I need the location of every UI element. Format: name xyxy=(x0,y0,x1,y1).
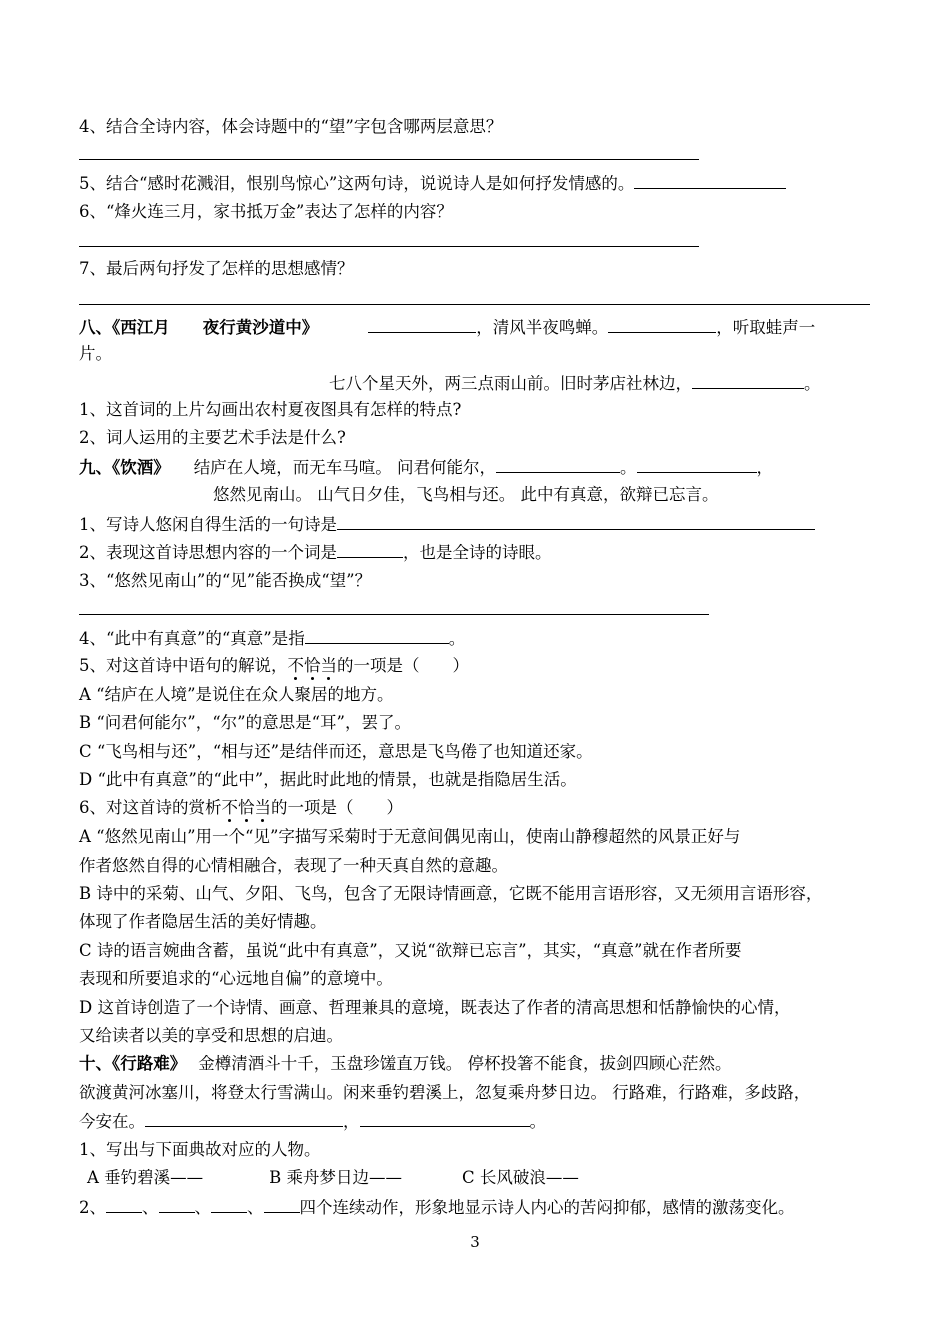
answer-blank[interactable] xyxy=(368,316,476,333)
section-9-question-2: 2、表现这首诗思想内容的一个词是 ，也是全诗的诗眼。 xyxy=(79,543,552,562)
section-9-poem-line-1: 九、《饮酒》 结庐在人境，而无车马喧。 问君何能尔， 。 ， xyxy=(79,458,773,477)
answer-line xyxy=(79,304,870,305)
section-8-poem-line-2: 片。 xyxy=(79,344,112,363)
section-8-question-1: 1、这首词的上片勾画出农村夏夜图具有怎样的特点? xyxy=(79,400,462,419)
q6-option-d-cont: 又给读者以美的享受和思想的启迪。 xyxy=(79,1026,343,1045)
section-9-question-4: 4、“此中有真意”的“真意”是指 。 xyxy=(79,629,466,648)
answer-blank[interactable] xyxy=(106,1196,142,1213)
answer-blank[interactable] xyxy=(264,1196,300,1213)
section-8-heading: 八、《西江月 夜行黄沙道中》 xyxy=(79,318,319,337)
answer-blank[interactable] xyxy=(159,1196,195,1213)
answer-blank[interactable] xyxy=(634,172,786,189)
q6-option-c-cont: 表现和所要追求的“心远地自偏”的意境中。 xyxy=(79,969,393,988)
q6-option-d: D 这首诗创造了一个诗情、画意、哲理兼具的意境，既表达了作者的清高思想和恬静愉快的心情， xyxy=(79,998,791,1017)
q5-option-c: C “飞鸟相与还”，“相与还”是结伴而还，意思是飞鸟倦了也知道还家。 xyxy=(79,742,593,761)
emphasis-char: 恰 xyxy=(238,798,255,817)
answer-line xyxy=(79,246,699,247)
page-number: 3 xyxy=(470,1233,480,1251)
q7-question-6: 6、“烽火连三月，家书抵万金”表达了怎样的内容？ xyxy=(79,202,453,221)
emphasis-char: 不 xyxy=(221,798,238,817)
q5-option-b: B “问君何能尔”，“尔”的意思是“耳”，罢了。 xyxy=(79,713,411,732)
answer-blank[interactable] xyxy=(337,541,403,558)
answer-blank[interactable] xyxy=(305,627,449,644)
q7-question-4: 4、结合全诗内容，体会诗题中的“望”字包含哪两层意思？ xyxy=(79,117,503,136)
q7-question-5: 5、结合“感时花溅泪，恨别鸟惊心”这两句诗，说说诗人是如何抒发情感的。 xyxy=(79,172,786,195)
answer-blank[interactable] xyxy=(211,1196,247,1213)
section-8-question-2: 2、词人运用的主要艺术手法是什么? xyxy=(79,428,346,447)
answer-blank[interactable] xyxy=(360,1110,530,1127)
answer-blank[interactable] xyxy=(145,1110,343,1127)
answer-blank[interactable] xyxy=(692,372,804,389)
answer-blank[interactable] xyxy=(496,456,620,473)
q5-option-d: D “此中有真意”的“此中”，据此时此地的情景，也就是指隐居生活。 xyxy=(79,770,577,789)
q7-question-7: 7、最后两句抒发了怎样的思想感情？ xyxy=(79,259,354,278)
section-9-question-5: 5、对这首诗中语句的解说，不恰当的一项是（ ） xyxy=(79,656,469,675)
section-10-poem-line-2: 欲渡黄河冰塞川，将登太行雪满山。闲来垂钓碧溪上，忽复乘舟梦日边。 行路难，行路难，多歧路， xyxy=(79,1083,811,1102)
q6-option-b-cont: 体现了作者隐居生活的美好情趣。 xyxy=(79,912,327,931)
section-10-question-2: 2、 、 、 、 四个连续动作，形象地显示诗人内心的苦闷抑郁，感情的激荡变化。 xyxy=(79,1198,795,1217)
emphasis-char: 当 xyxy=(254,798,271,817)
section-10-poem-line-3: 今安在。 ， 。 xyxy=(79,1112,546,1131)
section-10-question-1-options: A 垂钓碧溪—— B 乘舟梦日边—— C 长风破浪—— xyxy=(87,1168,579,1187)
answer-blank[interactable] xyxy=(337,513,815,530)
section-10-question-1: 1、写出与下面典故对应的人物。 xyxy=(79,1140,321,1159)
section-10-heading: 十、《行路难》 xyxy=(79,1054,187,1073)
section-9-poem-line-2: 悠然见南山。 山气日夕佳，飞鸟相与还。 此中有真意，欲辩已忘言。 xyxy=(213,485,719,504)
answer-line xyxy=(79,614,709,615)
q5-option-a: A “结庐在人境”是说住在众人聚居的地方。 xyxy=(79,685,394,704)
section-10-poem-line-1: 十、《行路难》 金樽清酒斗十千，玉盘珍馐直万钱。 停杯投箸不能食，拔剑四顾心茫然。 xyxy=(79,1054,732,1073)
emphasis-char: 当 xyxy=(320,656,337,675)
section-9-question-3: 3、“悠然见南山”的“见”能否换成“望”？ xyxy=(79,571,372,590)
section-9-heading: 九、《饮酒》 xyxy=(79,458,170,477)
q6-option-c: C 诗的语言婉曲含蓄，虽说“此中有真意”，又说“欲辩已忘言”，其实，“真意”就在作者所要 xyxy=(79,941,742,960)
answer-blank[interactable] xyxy=(608,316,716,333)
q6-option-b: B 诗中的采菊、山气、夕阳、飞鸟，包含了无限诗情画意，它既不能用言语形容，又无须用言语形容， xyxy=(79,884,823,903)
section-8-poem-line-1: 八、《西江月 夜行黄沙道中》 ，清风半夜鸣蝉。 ，听取蛙声一 xyxy=(79,318,816,337)
answer-blank[interactable] xyxy=(637,456,757,473)
section-8-poem-line-3: 七八个星天外，两三点雨山前。旧时茅店社林边， 。 xyxy=(329,374,821,393)
section-9-question-6: 6、对这首诗的赏析不恰当的一项是（ ） xyxy=(79,798,403,817)
section-9-question-1: 1、写诗人悠闲自得生活的一句诗是 xyxy=(79,513,815,536)
emphasis-char: 恰 xyxy=(304,656,321,675)
q6-option-a: A “悠然见南山”用一个“见”字描写采菊时于无意间偶见南山，使南山静穆超然的风景正好与 xyxy=(79,827,741,846)
answer-line xyxy=(79,159,699,160)
q6-option-a-cont: 作者悠然自得的心情相融合，表现了一种天真自然的意趣。 xyxy=(79,856,508,875)
emphasis-char: 不 xyxy=(287,656,304,675)
